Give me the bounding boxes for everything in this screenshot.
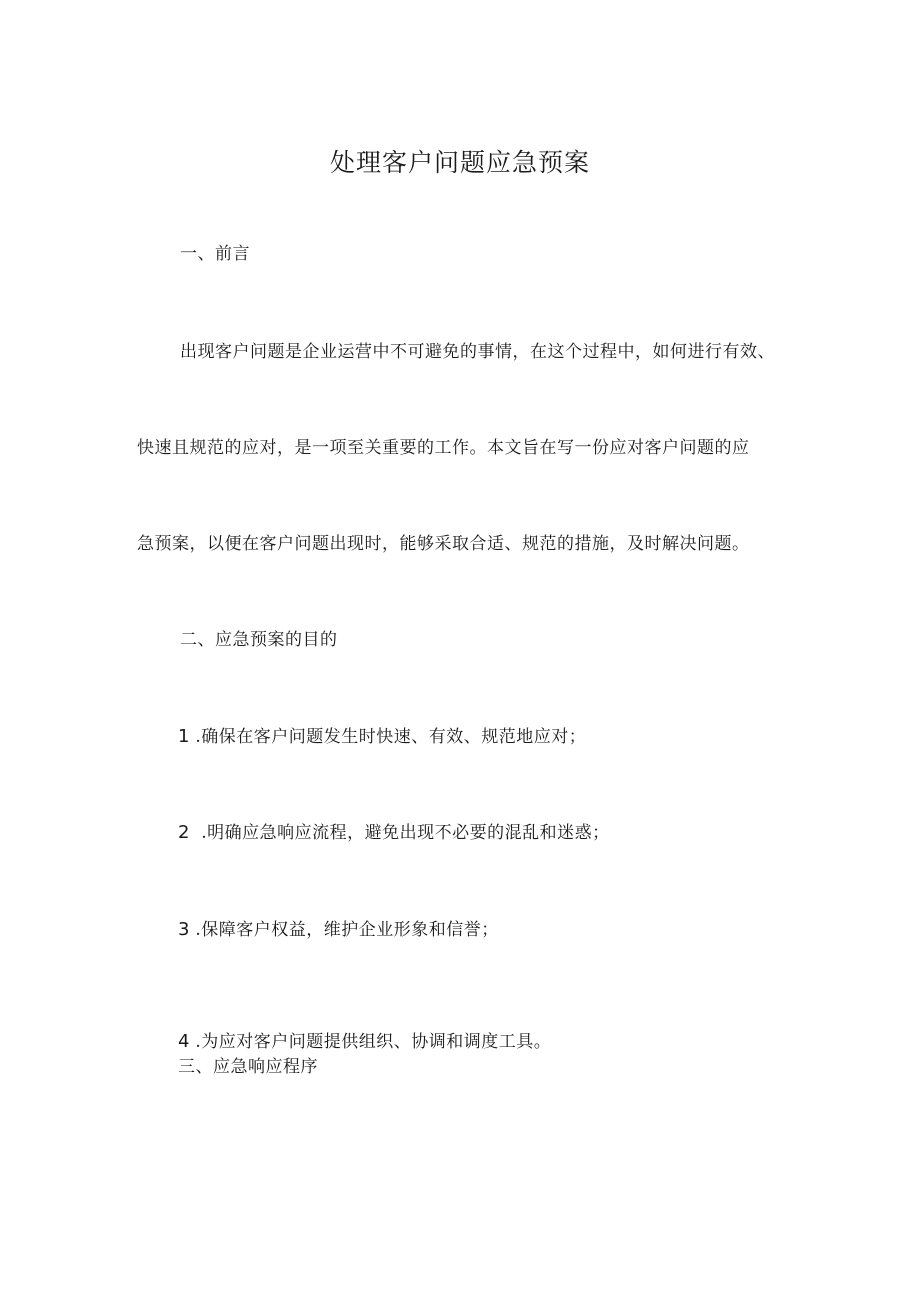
intro-paragraph-line-3: 急预案，以便在客户问题出现时，能够采取合适、规范的措施，及时解决问题。 xyxy=(137,534,750,554)
purpose-list-item xyxy=(178,818,610,843)
intro-paragraph-line-2: 快速且规范的应对，是一项至关重要的工作。本文旨在写一份应对客户问题的应 xyxy=(137,438,750,458)
list-item-number: 3 xyxy=(178,919,190,940)
list-item-text: .为应对客户问题提供组织、协调和调度工具。 xyxy=(195,1032,552,1052)
section-heading-response-procedure: 三、应急响应程序 xyxy=(178,1057,318,1077)
intro-paragraph-line-1: 出现客户问题是企业运营中不可避免的事情，在这个过程中，如何进行有效、 xyxy=(180,342,775,362)
list-item-number: 1 xyxy=(178,726,190,747)
document-title: 处理客户问题应急预案 xyxy=(329,148,590,177)
list-item-text: .保障客户权益，维护企业形象和信誉； xyxy=(195,920,499,940)
section-heading-preface: 一、前言 xyxy=(180,244,250,264)
list-item-text: .明确应急响应流程，避免出现不必要的混乱和迷惑； xyxy=(201,823,610,843)
list-item-number: 2 xyxy=(178,822,190,843)
list-item-text: .确保在客户问题发生时快速、有效、规范地应对； xyxy=(195,727,587,747)
list-item-number: 4 xyxy=(178,1031,190,1052)
purpose-list-item xyxy=(178,722,586,747)
purpose-list-item xyxy=(178,915,499,940)
section-heading-purpose: 二、应急预案的目的 xyxy=(180,630,338,650)
purpose-list-item xyxy=(178,1027,551,1052)
